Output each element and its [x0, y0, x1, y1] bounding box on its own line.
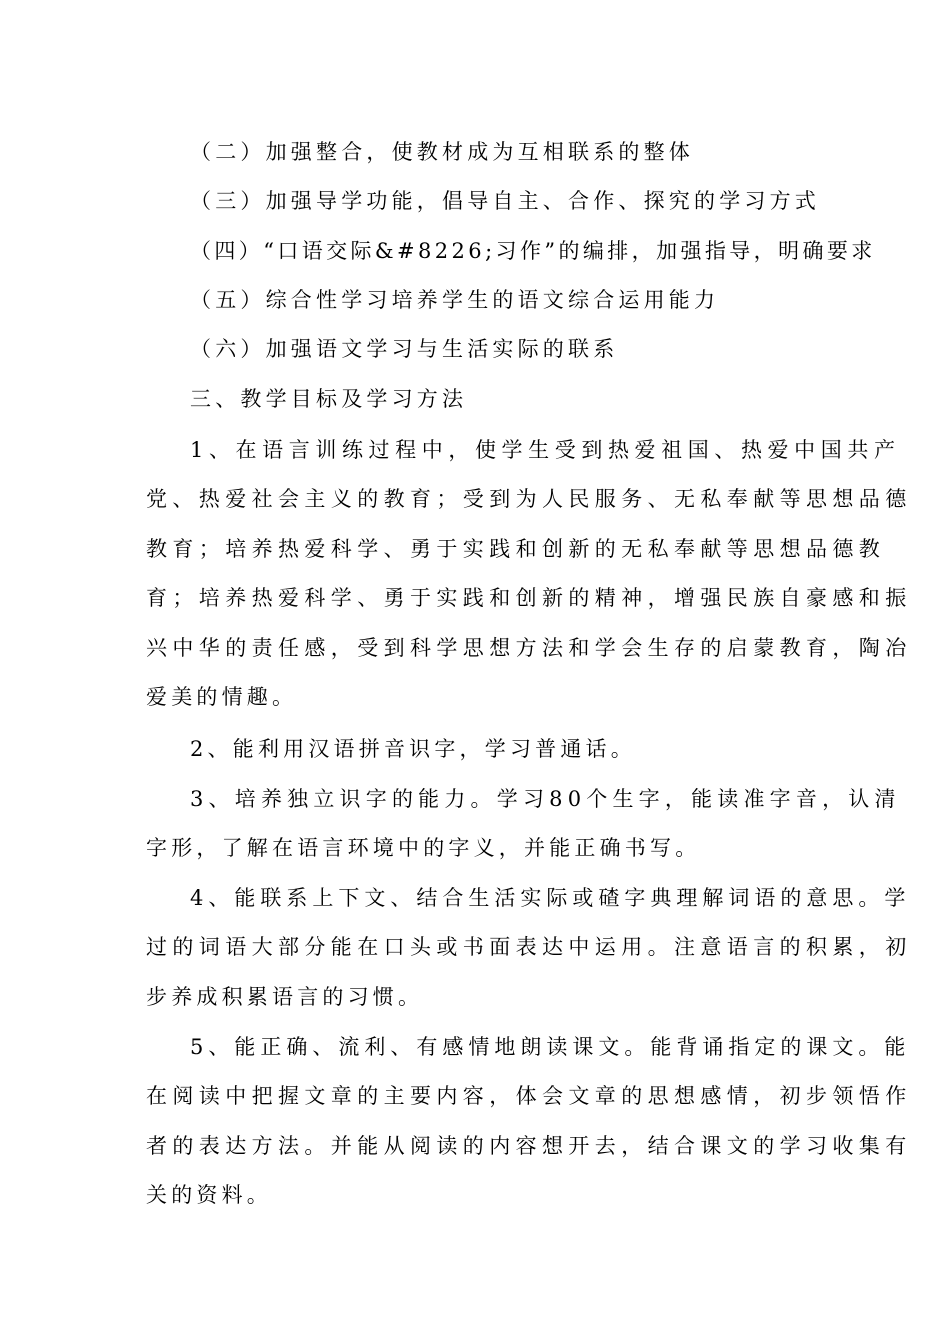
paragraph-line: 过的词语大部分能在口头或书面表达中运用。注意语言的积累，初 — [146, 935, 912, 959]
paragraph-line: 步养成积累语言的习惯。 — [146, 985, 424, 1009]
paragraph-line: 党、热爱社会主义的教育；受到为人民服务、无私奉献等思想品德 — [146, 487, 912, 511]
section-item-2: （二）加强整合，使教材成为互相联系的整体 — [190, 140, 694, 164]
paragraph-line: 字形，了解在语言环境中的字义，并能正确书写。 — [146, 836, 701, 860]
paragraph-line: 爱美的情趣。 — [146, 685, 298, 709]
paragraph-line: 5、能正确、流利、有感情地朗读课文。能背诵指定的课文。能 — [190, 1035, 911, 1059]
section-heading: 三、教学目标及学习方法 — [190, 387, 468, 411]
section-item-5: （五）综合性学习培养学生的语文综合运用能力 — [190, 288, 720, 312]
paragraph-line: 在阅读中把握文章的主要内容，体会文章的思想感情，初步领悟作 — [146, 1084, 912, 1108]
paragraph-line: 关的资料。 — [146, 1183, 272, 1207]
section-item-3: （三）加强导学功能，倡导自主、合作、探究的学习方式 — [190, 189, 820, 213]
section-item-6: （六）加强语文学习与生活实际的联系 — [190, 337, 619, 361]
paragraph-line: 者的表达方法。并能从阅读的内容想开去，结合课文的学习收集有 — [146, 1134, 912, 1158]
paragraph-line: 兴中华的责任感，受到科学思想方法和学会生存的启蒙教育，陶冶 — [146, 636, 912, 660]
paragraph-line: 育；培养热爱科学、勇于实践和创新的精神，增强民族自豪感和振 — [146, 586, 912, 610]
paragraph-line: 2、能利用汉语拼音识字，学习普通话。 — [190, 737, 636, 761]
paragraph-line: 3、培养独立识字的能力。学习80个生字，能读准字音，认清 — [190, 787, 901, 811]
paragraph-line: 1、在语言训练过程中，使学生受到热爱祖国、热爱中国共产 — [190, 438, 901, 462]
paragraph-line: 4、能联系上下文、结合生活实际或碴字典理解词语的意思。学 — [190, 886, 911, 910]
paragraph-line: 教育；培养热爱科学、勇于实践和创新的无私奉献等思想品德教 — [146, 537, 886, 561]
section-item-4: （四）“口语交际&#8226;习作”的编排，加强指导，明确要求 — [190, 239, 876, 263]
